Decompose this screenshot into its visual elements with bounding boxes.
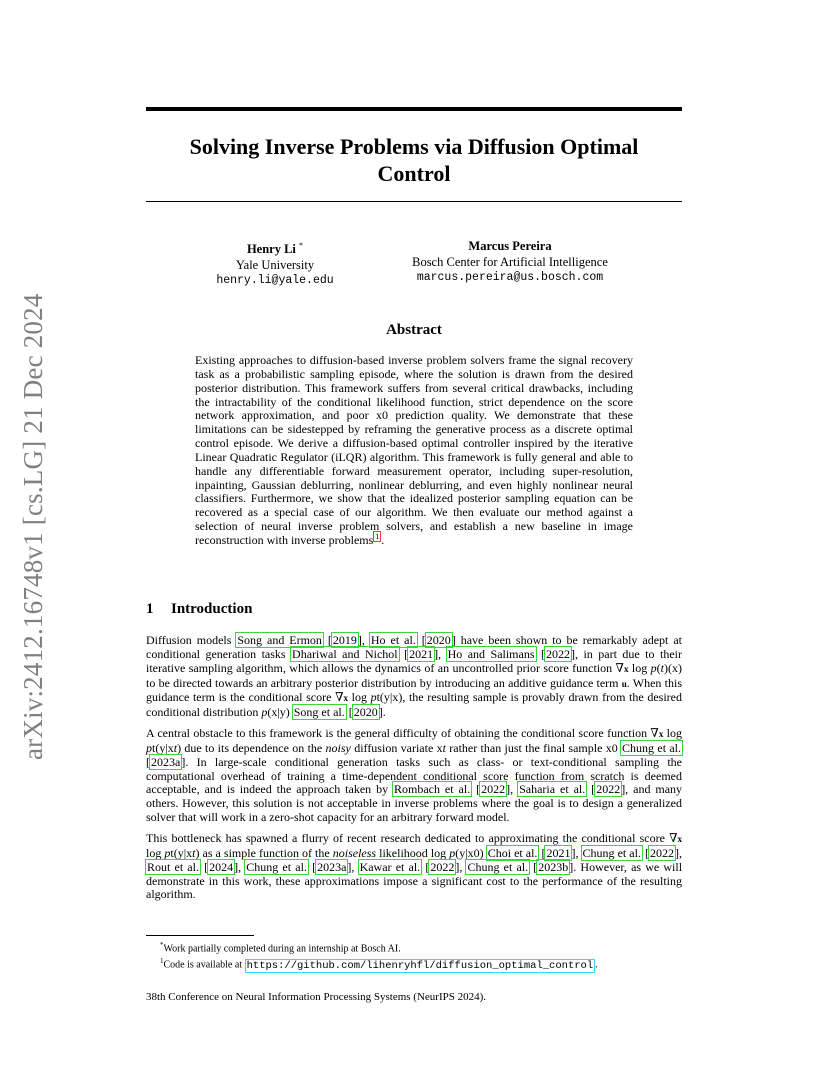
math-subscript: u	[621, 678, 627, 689]
citation-link[interactable]: Rombach et al.	[394, 782, 471, 797]
citation-link[interactable]: 2021	[546, 845, 571, 860]
citation-link[interactable]: 2022	[596, 782, 621, 797]
citation-link[interactable]: 2020	[426, 633, 451, 647]
citation-link[interactable]: 2019	[332, 633, 357, 647]
abstract-heading: Abstract	[386, 322, 442, 338]
citation-link[interactable]: 2022	[650, 845, 674, 860]
math-subscript: x	[677, 833, 682, 844]
footnote-rule	[146, 935, 254, 936]
footnote-mark: *	[160, 941, 164, 949]
citation-link[interactable]: 2023b	[538, 859, 569, 874]
math-subscript: x	[658, 729, 664, 740]
footnote-mark: 1	[160, 957, 164, 966]
citation-link[interactable]: 2022	[481, 782, 506, 797]
paper-title	[146, 133, 682, 187]
footnotes	[160, 939, 680, 973]
code-url-link[interactable]: https://github.com/lihenryhfl/diffusion_optimal_control	[246, 959, 594, 972]
citation-link[interactable]: 2022	[430, 859, 455, 874]
citation-link[interactable]: Chung et al.	[622, 740, 681, 755]
math-symbol: t	[660, 660, 664, 675]
citation-link[interactable]: 2023a	[151, 754, 181, 769]
citation-link[interactable]: Ho et al.	[370, 633, 416, 647]
venue-footer: 38th Conference on Neural Information Processing Systems (NeurIPS 2024).	[146, 991, 487, 1003]
citation-link[interactable]: Dhariwal and Nichol	[292, 646, 398, 661]
abstract-text: Existing approaches to diffusion-based inverse problem solvers frame the signal recovery task as a probabilistic sampling episode, where the solution is drawn from the desired posterior distribution. This framework suffers from several critical drawbacks, including the intractability of the conditional likelihood function, strict dependence on the score network approximation, and poor x0 prediction quality. We demonstrate that these limitations can be sidestepped by reframing the generative process as a discrete optimal control episode. We derive a diffusion-based optimal controller inspired by the iterative Linear Quadratic Regulator (iLQR) algorithm. This framework is fully general and able to handle any differentiable forward measurement operator, including super-resolution, inpainting, Gaussian deblurring, nonlinear deblurring, and even highly nonlinear neural classifiers. Furthermore, we show that the idealized posterior sampling equation can be recovered as a special case of our algorithm. We then evaluate our method against a selection of neural inverse problem solvers, and establish a new baseline in image reconstruction with inverse problems	[195, 353, 633, 547]
author-name: Henry Li	[246, 242, 296, 257]
author-footnote-mark: *	[299, 241, 304, 250]
math-symbol: noiseless	[332, 845, 377, 860]
footnote-star	[160, 939, 680, 955]
citation-link[interactable]: 2020	[353, 705, 378, 720]
author-affiliation: Bosch Center for Artificial Intelligence	[412, 255, 608, 269]
section-title: Introduction	[171, 601, 253, 617]
math-symbol: p	[370, 690, 377, 705]
citation-link[interactable]: 2021	[409, 646, 434, 661]
abstract-body: Existing approaches to diffusion-based inverse problem solvers frame the signal recovery task as a probabilistic sampling episode, where the solution is drawn from the desired posterior distribution. This framework suffers from several critical drawbacks, including the intractability of the conditional likelihood function, strict dependence on the score network approximation, and poor x0 prediction quality. We demonstrate that these limitations can be sidestepped by reframing the generative process as a discrete optimal control episode. We derive a diffusion-based optimal controller inspired by the iterative Linear Quadratic Regulator (iLQR) algorithm. This framework is fully general and able to handle any differentiable forward measurement operator, including super-resolution, inpainting, Gaussian deblurring, nonlinear deblurring, and even highly nonlinear neural classifiers. Furthermore, we show that the idealized posterior sampling equation can be recovered as a special case of our algorithm. We then evaluate our method against a selection of neural inverse problem solvers, and establish a new baseline in image reconstruction with inverse problems $^1$ .	[195, 353, 633, 547]
math-symbol: t	[173, 740, 178, 755]
citation-link[interactable]: Song and Ermon	[237, 633, 322, 647]
footnote-text: Work partially completed during an internship at Bosch AI.	[163, 943, 401, 955]
citation-link[interactable]: Chung et al.	[582, 845, 641, 860]
author-affiliation: Yale University	[235, 258, 315, 273]
paragraph: Diffusion models Song and Ermon [2019], Ho et al. [2020] have been shown to be remarkably adept at conditional generation tasks Dhariwal and Nichol [2021], Ho and Salimans [2022], in part due to their iterative sampling algorithm, which allows the dynamics of an uncontrolled prior score function ∇x log p(t)(x) to be directed towards an arbitrary posterior distribution by introducing an additive guidance term u. When this guidance term is the conditional score ∇x log pt(y|x), the resulting sample is provably drawn from the desired conditional distribution p(x|y) Song et al. [2020].	[146, 633, 682, 720]
citation-link[interactable]: Song et al.	[293, 705, 345, 720]
math-symbol: p	[261, 705, 268, 720]
citation-link[interactable]: Chung et al.	[246, 859, 307, 874]
author-block-2	[390, 238, 630, 286]
citation-link[interactable]: Choi et al.	[487, 845, 538, 860]
section-number: 1	[146, 601, 154, 617]
math-symbol: p	[146, 740, 152, 755]
introduction-body	[146, 634, 682, 909]
math-symbol: noisy	[325, 740, 351, 755]
title-bottom-rule	[146, 201, 682, 202]
title-line-2: Control	[377, 161, 451, 186]
math-symbol: p	[650, 660, 657, 675]
author-email: henry.li@yale.edu	[216, 274, 334, 288]
footnote-text: Code is available at	[163, 959, 245, 971]
paragraph: A central obstacle to this framework is the general difficulty of obtaining the conditional score function ∇x log pt(y|xt) due to its dependence on the noisy diffusion variate xt rather than just the final sample x0 Chung et al. [2023a]. In large-scale conditional generation tasks such as class- or text-conditional sampling the computational overhead of training a time-dependent conditional score function from scratch is deemed acceptable, and is indeed the approach taken by Rombach et al. [2022], Saharia et al. [2022], and many others. However, this solution is not acceptable in inverse problems where the goal is to design a generalized solver that will work in a zero-shot capacity for an arbitrary forward model.	[146, 726, 683, 825]
footnote-link[interactable]: 1	[375, 531, 380, 541]
paragraph: This bottleneck has spawned a flurry of recent research dedicated to approximating the conditional score ∇x log pt(y|xt) as a simple function of the noiseless likelihood log p(y|x0) Choi et al. [2021], Chung et al. [2022], Rout et al. [2024], Chung et al. [2023a], Kawar et al. [2022], Chung et al. [2023b]. However, as we will demonstrate in this work, these approximations impose a significant cost to the performance of the resulting algorithm.	[146, 830, 683, 902]
math-symbol: p	[449, 845, 456, 860]
section-heading	[146, 601, 252, 618]
math-symbol: t	[442, 740, 446, 755]
citation-link[interactable]: 2024	[209, 859, 234, 874]
footnote-1: $^1$Code is available at https://github.com/lihenryhfl/diffusion_optimal_control .	[160, 957, 598, 972]
author-block-1	[195, 238, 355, 289]
author-email: marcus.pereira@us.bosch.com	[416, 271, 604, 284]
citation-link[interactable]: 2022	[545, 646, 570, 661]
math-subscript: x	[623, 663, 629, 674]
math-symbol: p	[164, 845, 171, 860]
citation-link[interactable]: Kawar et al.	[359, 859, 421, 874]
citation-link[interactable]: 2023a	[317, 859, 347, 874]
citation-link[interactable]: Ho and Salimans	[447, 646, 535, 661]
citation-link[interactable]: Rout et al.	[147, 859, 199, 874]
citation-link[interactable]: Chung et al.	[467, 859, 529, 874]
title-top-rule	[146, 107, 682, 111]
citation-link[interactable]: Saharia et al.	[519, 782, 586, 797]
math-symbol: t	[192, 845, 196, 860]
title-line-1: Solving Inverse Problems via Diffusion Optimal	[189, 134, 639, 159]
author-name: Marcus Pereira	[468, 239, 552, 253]
math-subscript: x	[343, 693, 348, 704]
arxiv-identifier: arXiv:2412.16748v1 [cs.LG] 21 Dec 2024	[18, 293, 48, 760]
